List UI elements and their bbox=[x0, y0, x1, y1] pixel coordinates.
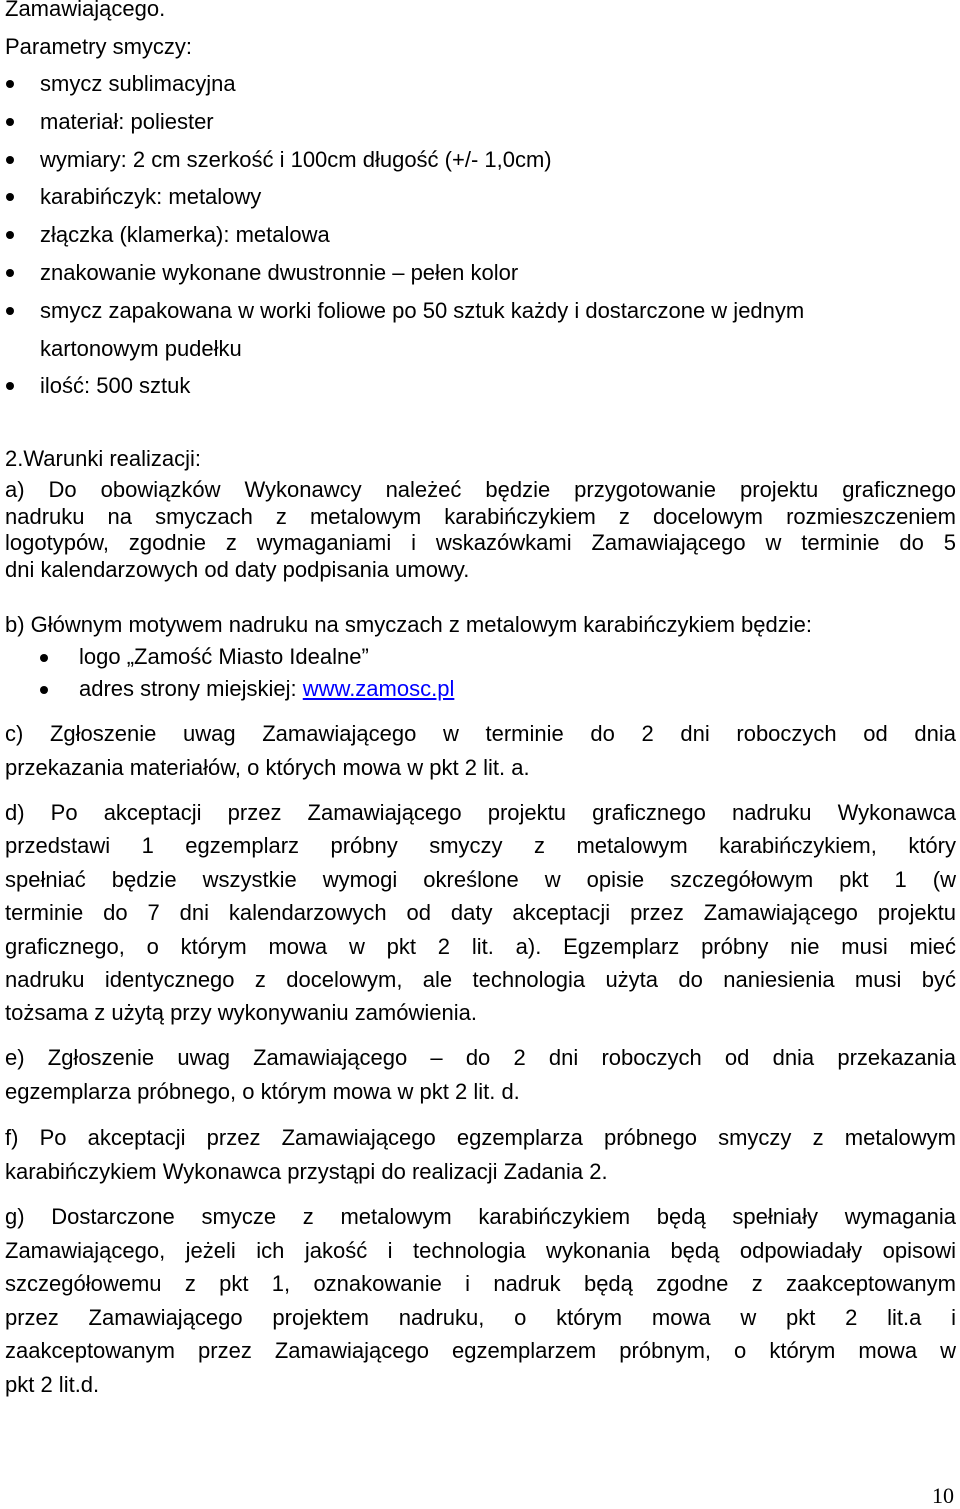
intro-tail-text: Zamawiającego. bbox=[5, 0, 166, 21]
paragraph-c: c) Zgłoszenie uwag Zamawiającego w terminie do 2 dni roboczych od dnia przekazania materiałów, o których mowa w pkt 2 lit. a. bbox=[5, 721, 956, 780]
bullet-icon bbox=[6, 382, 14, 390]
paragraph-b: b) Głównym motywem nadruku na smyczach z metalowym karabińczykiem będzie: bbox=[5, 612, 812, 637]
bullet-icon bbox=[6, 118, 14, 126]
paragraph-e: e) Zgłoszenie uwag Zamawiającego – do 2 dni roboczych od dnia przekazania egzemplarza próbnego, o którym mowa w pkt 2 lit. d. bbox=[5, 1045, 956, 1104]
params-heading: Parametry smyczy: bbox=[5, 34, 193, 59]
section-heading: 2.Warunki realizacji: bbox=[5, 446, 202, 471]
bullet-icon bbox=[6, 307, 14, 315]
paragraph-a: a) Do obowiązków Wykonawcy należeć będzie przygotowanie projektu graficznego nadruku na smyczach z metalowym karabińczykiem z docelowym rozmieszczeniem logotypów, zgodnie z wymaganiami i wskazówkami Zamawiającego w terminie do 5 dni kalendarzowych od daty podpisania umowy. bbox=[5, 477, 956, 582]
paragraph-f: f) Po akceptacji przez Zamawiającego egzemplarza próbnego smyczy z metalowym karabińczykiem Wykonawca przystąpi do realizacji Zadania 2. bbox=[5, 1125, 956, 1184]
bullet-icon bbox=[6, 156, 14, 164]
page-number: 10 bbox=[932, 1483, 954, 1508]
document-page: Zamawiającego. Parametry smyczy: smycz sublimacyjna materiał: poliester wymiary: 2 cm szerkość i 100cm długość (+/- 1,0cm) karabińczyk: metalowy złączka (klamerka): metalowa znakowanie wykonane dwustronnie – pełen kolor smycz zapakowana w worki foliowe po 50 sztuk każdy i dostarczone w jednym kartonowym pudełku ilość: 500 sztuk 2.Warunki realizacji: a) Do obowiązków Wykonawcy należeć będzie przygotowanie projektu graficznego nadruku na smyczach z metalowym karabińczykiem z docelowym rozmieszczeniem logotypów, zgodnie z wymaganiami i wskazówkami Zamawiającego w terminie do 5 dni kalendarzowych od daty podpisania umowy. b) Głównym motywem nadruku na smyczach z metalowym karabińczykiem będzie: logo „Zamość Miasto Idealne” adres strony miejskiej: www.zamosc.pl c) Zgłoszenie uwag Zamawiającego w terminie do 2 dni roboczych od dnia przekazania materiałów, o których mowa w pkt 2 lit. a. d) Po akceptacji przez Zamawiającego projektu graficznego nadruku Wykonawca przedstawi 1 egzemplarz próbny smyczy z metalowym karabińczykiem, który spełniać będzie wszystkie wymogi określone w opisie szczegółowym pkt 1 (w terminie do 7 dni kalendarzowych od daty akceptacji przez Zamawiającego projektu graficznego, o którym mowa w pkt 2 lit. a). Egzemplarz próbny nie musi mieć nadruku identycznego z docelowym, ale technologia użyta do naniesienia musi być tożsama z użytą przy wykonywaniu zamówienia. e) Zgłoszenie uwag Zamawiającego – do 2 dni roboczych od dnia przekazania egzemplarza próbnego, o którym mowa w pkt 2 lit. d. f) Po akceptacji przez Zamawiającego egzemplarza próbnego smyczy z metalowym karabińczykiem Wykonawca przystąpi do realizacji Zadania 2. g) Dostarczone smycze z metalowym karabińczykiem będą spełniały wymagania Zamawiającego, jeżeli ich jakość i technologia wykonania będą odpowiadały opisowi szczegółowemu z pkt 1, oznakowanie i nadruk będą zgodne z zaakceptowanym przez Zamawiającego projektem nadruku, o którym mowa w pkt 2 lit.a i zaakceptowanym przez Zamawiającego egzemplarzem próbnym, o którym mowa w pkt 2 lit.d. 10 bbox=[0, 0, 960, 1509]
bullet-icon bbox=[6, 269, 14, 277]
bullet-icon bbox=[6, 231, 14, 239]
bullet-icon bbox=[6, 80, 14, 88]
bullet-icon bbox=[6, 193, 14, 201]
bullet-icon bbox=[40, 686, 48, 694]
paragraph-g: g) Dostarczone smycze z metalowym karabińczykiem będą spełniały wymagania Zamawiającego, jeżeli ich jakość i technologia wykonania będą odpowiadały opisowi szczegółowemu z pkt 1, oznakowanie i nadruk będą zgodne z zaakceptowanym przez Zamawiającego projektem nadruku, o którym mowa w pkt 2 lit.a i zaakceptowanym przez Zamawiającego egzemplarzem próbnym, o którym mowa w pkt 2 lit.d. bbox=[5, 1204, 956, 1397]
website-link[interactable]: www.zamosc.pl bbox=[302, 676, 455, 701]
paragraph-d: d) Po akceptacji przez Zamawiającego projektu graficznego nadruku Wykonawca przedstawi 1 egzemplarz próbny smyczy z metalowym karabińczykiem, który spełniać będzie wszystkie wymogi określone w opisie szczegółowym pkt 1 (w terminie do 7 dni kalendarzowych od daty akceptacji przez Zamawiającego projektu graficznego, o którym mowa w pkt 2 lit. a). Egzemplarz próbny nie musi mieć nadruku identycznego z docelowym, ale technologia użyta do naniesienia musi być tożsama z użytą przy wykonywaniu zamówienia. bbox=[5, 800, 956, 1026]
bullet-icon bbox=[40, 654, 48, 662]
